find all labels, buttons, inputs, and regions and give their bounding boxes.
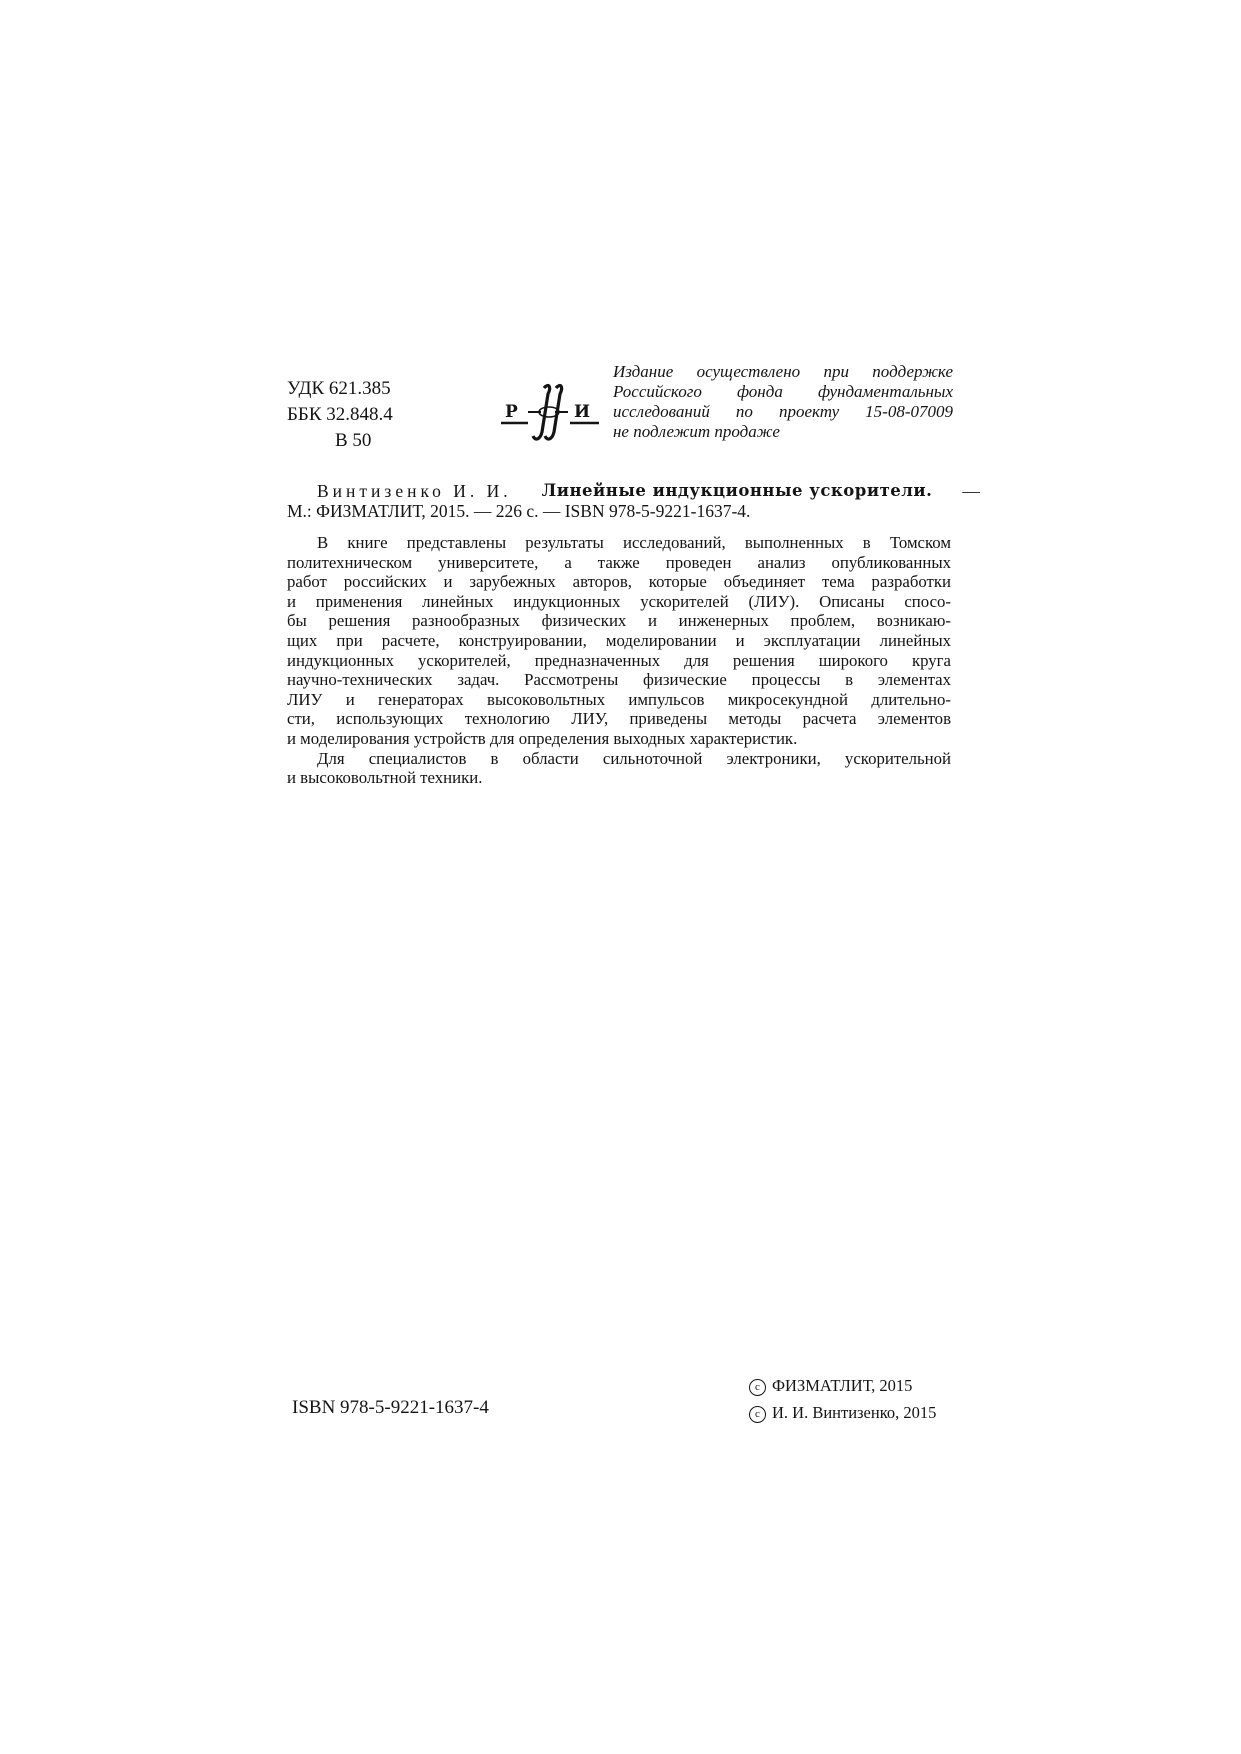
- bbk-code: ББК 32.848.4: [287, 404, 393, 425]
- abstract-line: научно-технических задач. Рассмотрены физические процессы в элементах: [287, 670, 951, 690]
- rffi-note-line: Издание осуществлено при поддержке: [613, 362, 953, 381]
- book-abstract: [287, 533, 951, 788]
- abstract-line: сти, использующих технологию ЛИУ, приведены методы расчета элементов: [287, 709, 951, 729]
- classification-codes: [287, 376, 393, 454]
- rffi-logo-letter-r: Р: [505, 402, 518, 422]
- abstract-line: работ российских и зарубежных авторов, которые объединяет тема разработки: [287, 572, 951, 592]
- bibliographic-record: [287, 481, 980, 521]
- author-name: Винтизенко И. И.: [317, 481, 512, 501]
- book-title: Линейные индукционные ускорители.: [541, 481, 933, 500]
- rffi-note-line: не подлежит продаже: [613, 422, 780, 441]
- copyright-icon: c: [749, 1379, 766, 1396]
- rffi-note-line: Российского фонда фундаментальных: [613, 382, 953, 401]
- copyright-publisher-text: ФИЗМАТЛИТ, 2015: [772, 1376, 913, 1395]
- abstract-line: индукционных ускорителей, предназначенных для решения широкого круга: [287, 650, 951, 670]
- rffi-logo-icon: [498, 382, 602, 444]
- isbn-number: ISBN 978-5-9221-1637-4: [292, 1397, 489, 1418]
- copyright-block: [749, 1372, 936, 1426]
- copyright-icon: c: [749, 1406, 766, 1423]
- abstract-line: и моделирования устройств для определения выходных характеристик.: [287, 728, 798, 748]
- abstract-line: политехническом университете, а также проведен анализ опубликованных: [287, 552, 951, 572]
- rffi-note-line: исследований по проекту 15-08-07009: [613, 402, 953, 421]
- abstract-line: щих при расчете, конструировании, моделировании и эксплуатации линейных: [287, 630, 951, 650]
- abstract-line: В книге представлены результаты исследований, выполненных в Томском: [317, 533, 951, 552]
- rffi-logo-letter-i: И: [574, 402, 591, 422]
- abstract-line: ЛИУ и генераторах высоковольтных импульсов микросекундной длительно-: [287, 689, 951, 709]
- copyright-author: [749, 1399, 936, 1426]
- copyright-author-text: И. И. Винтизенко, 2015: [772, 1403, 937, 1422]
- abstract-line: бы решения разнообразных физических и инженерных проблем, возникаю-: [287, 611, 951, 631]
- udk-code: УДК 621.385: [287, 378, 391, 399]
- rffi-logo: [498, 382, 602, 444]
- copyright-publisher: [749, 1372, 936, 1399]
- audience-line: Для специалистов в области сильноточной электроники, ускорительной: [317, 748, 951, 768]
- abstract-line: и применения линейных индукционных ускорителей (ЛИУ). Описаны спосо-: [287, 591, 951, 611]
- audience-line: и высоковольтной техники.: [287, 768, 483, 788]
- rffi-support-note: [613, 362, 953, 442]
- author-mark: В 50: [335, 430, 372, 451]
- title-dash: —: [962, 481, 980, 501]
- publication-details: М.: ФИЗМАТЛИТ, 2015. — 226 с. — ISBN 978-5-9221-1637-4.: [287, 501, 751, 521]
